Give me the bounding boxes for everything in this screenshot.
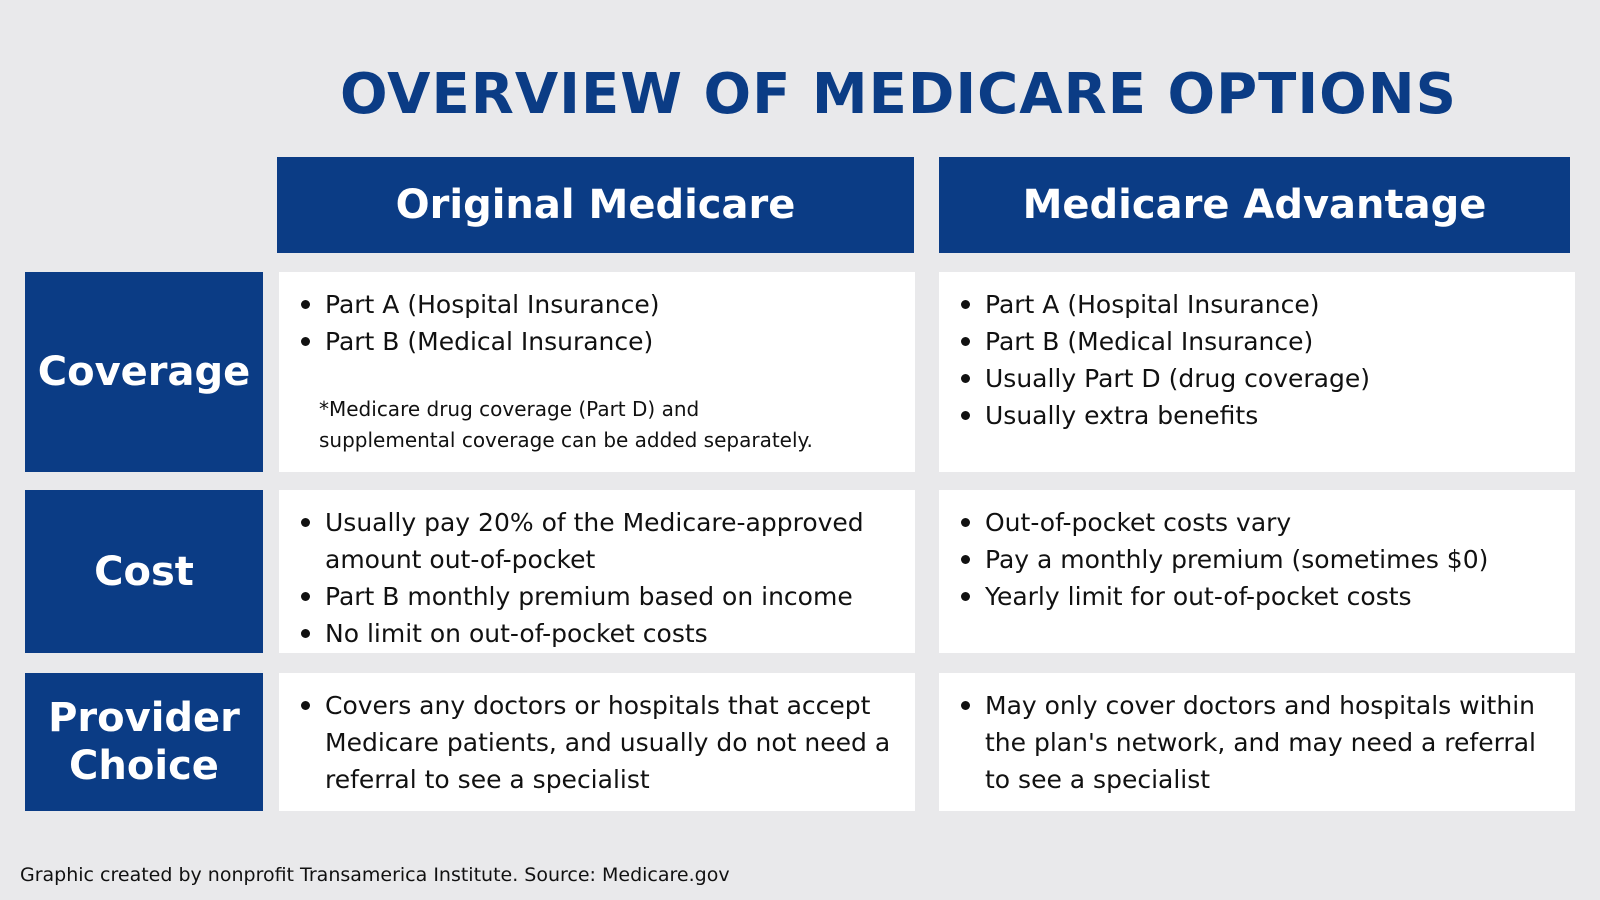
list-item: Part B (Medical Insurance) [297, 323, 899, 360]
row-label-provider-choice [25, 673, 263, 811]
row-label-cost [25, 490, 263, 653]
row-label-text: Cost [94, 548, 194, 595]
list-item: Part B monthly premium based on income [297, 578, 899, 615]
list-item: May only cover doctors and hospitals within the plan's network, and may need a referral to see a specialist [957, 687, 1559, 798]
bullet-list [297, 504, 899, 652]
list-item: Usually extra benefits [957, 397, 1559, 434]
cell-coverage-advantage [939, 272, 1575, 472]
column-header-original-medicare: Original Medicare [277, 157, 914, 253]
list-item: Usually Part D (drug coverage) [957, 360, 1559, 397]
page-title: OVERVIEW OF MEDICARE OPTIONS [340, 62, 1457, 127]
row-label-coverage [25, 272, 263, 472]
row-label-text: Provider Choice [48, 695, 240, 789]
bullet-icon [961, 555, 970, 564]
column-header-medicare-advantage: Medicare Advantage [939, 157, 1570, 253]
list-item: Out-of-pocket costs vary [957, 504, 1559, 541]
bullet-icon [301, 337, 310, 346]
cell-provider-choice-advantage [939, 673, 1575, 811]
list-item: Part B (Medical Insurance) [957, 323, 1559, 360]
list-item: No limit on out-of-pocket costs [297, 615, 899, 652]
bullet-icon [301, 629, 310, 638]
list-item: Part A (Hospital Insurance) [957, 286, 1559, 323]
source-footer: Graphic created by nonprofit Transamerica Institute. Source: Medicare.gov [20, 864, 730, 886]
bullet-icon [961, 411, 970, 420]
cell-cost-advantage [939, 490, 1575, 653]
bullet-list [297, 286, 899, 360]
list-item: Covers any doctors or hospitals that accept Medicare patients, and usually do not need a referral to see a specialist [297, 687, 899, 798]
bullet-icon [301, 592, 310, 601]
cell-coverage-original [279, 272, 915, 472]
bullet-list [297, 687, 899, 798]
row-label-text: Coverage [37, 349, 251, 395]
bullet-list [957, 687, 1559, 798]
list-item: Part A (Hospital Insurance) [297, 286, 899, 323]
bullet-icon [301, 300, 310, 309]
bullet-icon [961, 518, 970, 527]
list-item: Pay a monthly premium (sometimes $0) [957, 541, 1559, 578]
bullet-icon [961, 592, 970, 601]
cell-provider-choice-original [279, 673, 915, 811]
bullet-icon [301, 701, 310, 710]
bullet-icon [301, 518, 310, 527]
bullet-icon [961, 374, 970, 383]
list-item: Yearly limit for out-of-pocket costs [957, 578, 1559, 615]
coverage-footnote: *Medicare drug coverage (Part D) and supplemental coverage can be added separately. [319, 397, 813, 452]
list-item: Usually pay 20% of the Medicare-approved amount out-of-pocket [297, 504, 899, 578]
bullet-list [957, 286, 1559, 434]
bullet-icon [961, 701, 970, 710]
bullet-icon [961, 337, 970, 346]
bullet-icon [961, 300, 970, 309]
cell-cost-original [279, 490, 915, 653]
bullet-list [957, 504, 1559, 615]
